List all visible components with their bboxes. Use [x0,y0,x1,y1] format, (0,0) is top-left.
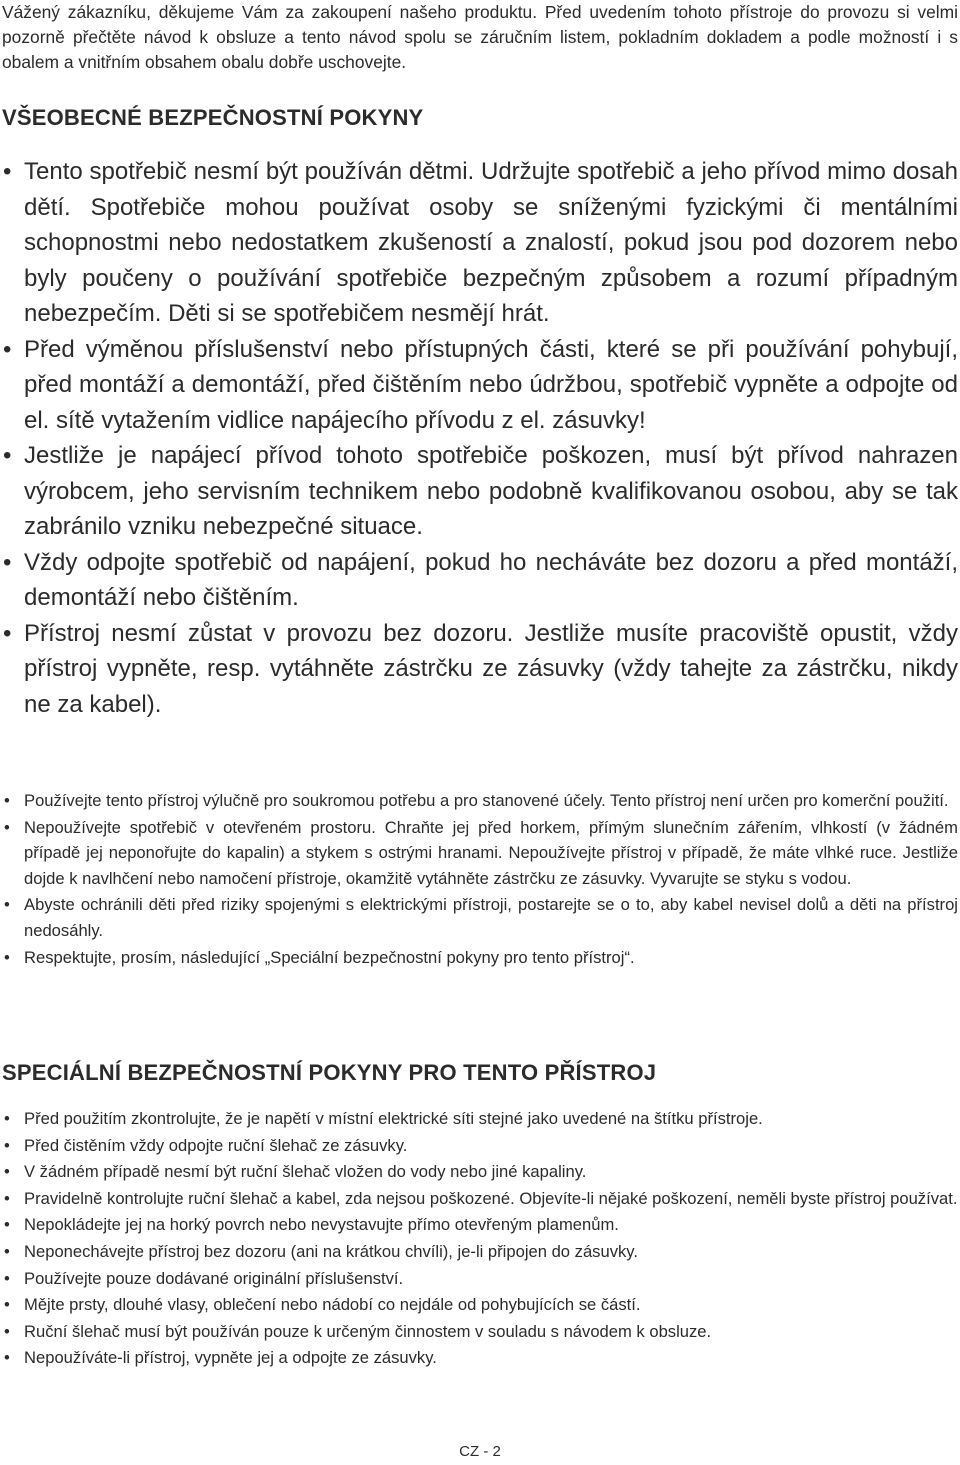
list-item: • Před použitím zkontrolujte, že je napětí v místní elektrické síti stejné jako uvedené na štítku přístroje. [2,1106,958,1132]
general-safety-small-list [2,788,958,971]
list-item: • Přístroj nesmí zůstat v provozu bez dozoru. Jestliže musíte pracoviště opustit, vždy přístroj vypněte, resp. vytáhněte zástrčku ze zásuvky (vždy tahejte za zástrčku, nikdy ne za kabel). [2,616,958,723]
list-item: • Nepoužíváte-li přístroj, vypněte jej a odpojte ze zásuvky. [2,1345,958,1371]
list-item: • Ruční šlehač musí být používán pouze k určeným činnostem v souladu s návodem k obsluze. [2,1319,958,1345]
list-item: • Používejte pouze dodávané originální příslušenství. [2,1266,958,1292]
list-item: • Tento spotřebič nesmí být používán dětmi. Udržujte spotřebič a jeho přívod mimo dosah dětí. Spotřebiče mohou používat osoby se sníženými fyzickými či mentálními schopnostmi nebo nedostatkem zkušeností a znalostí, pokud jsou pod dozorem nebo byly poučeny o používání spotřebiče bezpečným způsobem a rozumí případným nebezpečím. Děti si se spotřebičem nesmějí hrát. [2,154,958,332]
general-safety-heading: VŠEOBECNÉ BEZPEČNOSTNÍ POKYNY [2,105,424,130]
list-item: • Respektujte, prosím, následující „Speciální bezpečnostní pokyny pro tento přístroj“. [2,945,958,971]
list-item: • Neponechávejte přístroj bez dozoru (ani na krátkou chvíli), je-li připojen do zásuvky. [2,1239,958,1265]
list-item: • Nepokládejte jej na horký povrch nebo nevystavujte přímo otevřeným plamenům. [2,1212,958,1238]
list-item: • Mějte prsty, dlouhé vlasy, oblečení nebo nádobí co nejdále od pohybujících se částí. [2,1292,958,1318]
special-safety-list [2,1106,958,1372]
list-item: • Jestliže je napájecí přívod tohoto spotřebiče poškozen, musí být přívod nahrazen výrobcem, jeho servisním technikem nebo podobně kvalifikovanou osobou, aby se tak zabránilo vzniku nebezpečné situace. [2,438,958,545]
intro-paragraph: Vážený zákazníku, děkujeme Vám za zakoupení našeho produktu. Před uvedením tohoto přístroje do provozu si velmi pozorně přečtěte návod k obsluze a tento návod spolu se záručním listem, pokladním dokladem a podle možností i s obalem a vnitřním obsahem obalu dobře uschovejte. [2,2,958,72]
list-item: • Pravidelně kontrolujte ruční šlehač a kabel, zda nejsou poškozené. Objevíte-li nějaké poškození, neměli byste přístroj používat. [2,1186,958,1212]
list-item: • Před čistěním vždy odpojte ruční šlehač ze zásuvky. [2,1133,958,1159]
special-safety-heading: SPECIÁLNÍ BEZPEČNOSTNÍ POKYNY PRO TENTO PŘÍSTROJ [2,1060,657,1085]
list-item: • Nepoužívejte spotřebič v otevřeném prostoru. Chraňte jej před horkem, přímým slunečním zářením, vlhkostí (v žádném případě jej neponořujte do kapalin) a stykem s ostrými hranami. Nepoužívejte přístroj v případě, že máte vlhké ruce. Jestliže dojde k navlhčení nebo namočení přístroje, okamžitě vytáhněte zástrčku ze zásuvky. Vyvarujte se styku s vodou. [2,815,958,892]
list-item: • Používejte tento přístroj výlučně pro soukromou potřebu a pro stanovené účely. Tento přístroj není určen pro komerční použití. [2,788,958,814]
list-item: • Abyste ochránili děti před riziky spojenými s elektrickými přístroji, postarejte se o to, aby kabel nevisel dolů a děti na přístroj nedosáhly. [2,892,958,943]
list-item: • Před výměnou příslušenství nebo přístupných části, které se při používání pohybují, před montáží a demontáží, před čištěním nebo údržbou, spotřebič vypněte a odpojte od el. sítě vytažením vidlice napájecího přívodu z el. zásuvky! [2,332,958,439]
list-item: • V žádném případě nesmí být ruční šlehač vložen do vody nebo jiné kapaliny. [2,1159,958,1185]
page-number: CZ - 2 [459,1443,501,1460]
list-item: • Vždy odpojte spotřebič od napájení, pokud ho necháváte bez dozoru a před montáží, demontáží nebo čištěním. [2,545,958,616]
general-safety-large-list [2,154,958,722]
